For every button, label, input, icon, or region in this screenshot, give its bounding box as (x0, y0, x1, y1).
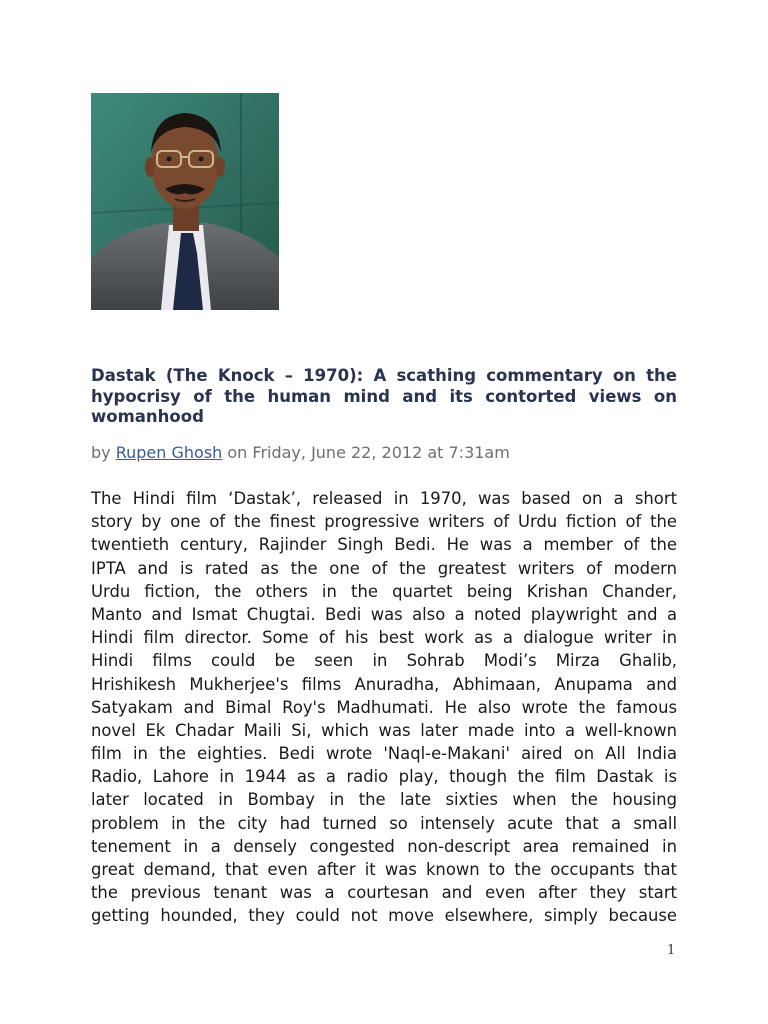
body-line: getting hounded, they could not move elsewhere, simply because (91, 906, 677, 926)
body-line: IPTA and is rated as the one of the greatest writers of modern (91, 558, 677, 578)
article-body (91, 487, 677, 928)
article-title: Dastak (The Knock – 1970): A scathing commentary on the hypocrisy of the human mind and its contorted views on womanhood (91, 366, 677, 426)
body-line: problem in the city had turned so intensely acute that a small (91, 813, 677, 833)
body-line: Satyakam and Bimal Roy's Madhumati. He also wrote the famous (91, 697, 677, 717)
byline-date: on Friday, June 22, 2012 at 7:31am (222, 443, 510, 462)
body-line: Urdu fiction, the others in the quartet being Krishan Chander, (91, 581, 677, 601)
body-line: Manto and Ismat Chugtai. Bedi was also a noted playwright and a (91, 604, 677, 624)
body-line: film in the eighties. Bedi wrote 'Naql-e-Makani' aired on All India (91, 744, 677, 764)
body-line: later located in Bombay in the late sixties when the housing (91, 790, 677, 810)
body-line: novel Ek Chadar Maili Si, which was later made into a well-known (91, 720, 677, 740)
body-line: great demand, that even after it was known to the occupants that (91, 860, 677, 879)
body-line: Hindi films could be seen in Sohrab Modi’s Mirza Ghalib, (91, 651, 677, 671)
author-link[interactable]: Rupen Ghosh (115, 443, 223, 462)
body-line: Hindi film director. Some of his best work as a dialogue writer in (91, 628, 677, 648)
body-line: story by one of the finest progressive writers of Urdu fiction of the (91, 512, 677, 532)
body-line: Hrishikesh Mukherjee's films Anuradha, Abhimaan, Anupama and (91, 674, 677, 694)
page-number: 1 (667, 943, 676, 958)
body-line: the previous tenant was a courtesan and even after they start (91, 883, 677, 903)
body-line: tenement in a densely congested non-descript area remained in (91, 836, 677, 856)
body-line: twentieth century, Rajinder Singh Bedi. He was a member of the (91, 535, 677, 555)
body-line: The Hindi film ‘Dastak’, released in 1970, was based on a short (91, 489, 677, 508)
body-line: Radio, Lahore in 1944 as a radio play, though the film Dastak is (91, 767, 677, 787)
byline-prefix: by (91, 443, 116, 462)
author-photo (91, 93, 279, 310)
byline (91, 443, 677, 463)
